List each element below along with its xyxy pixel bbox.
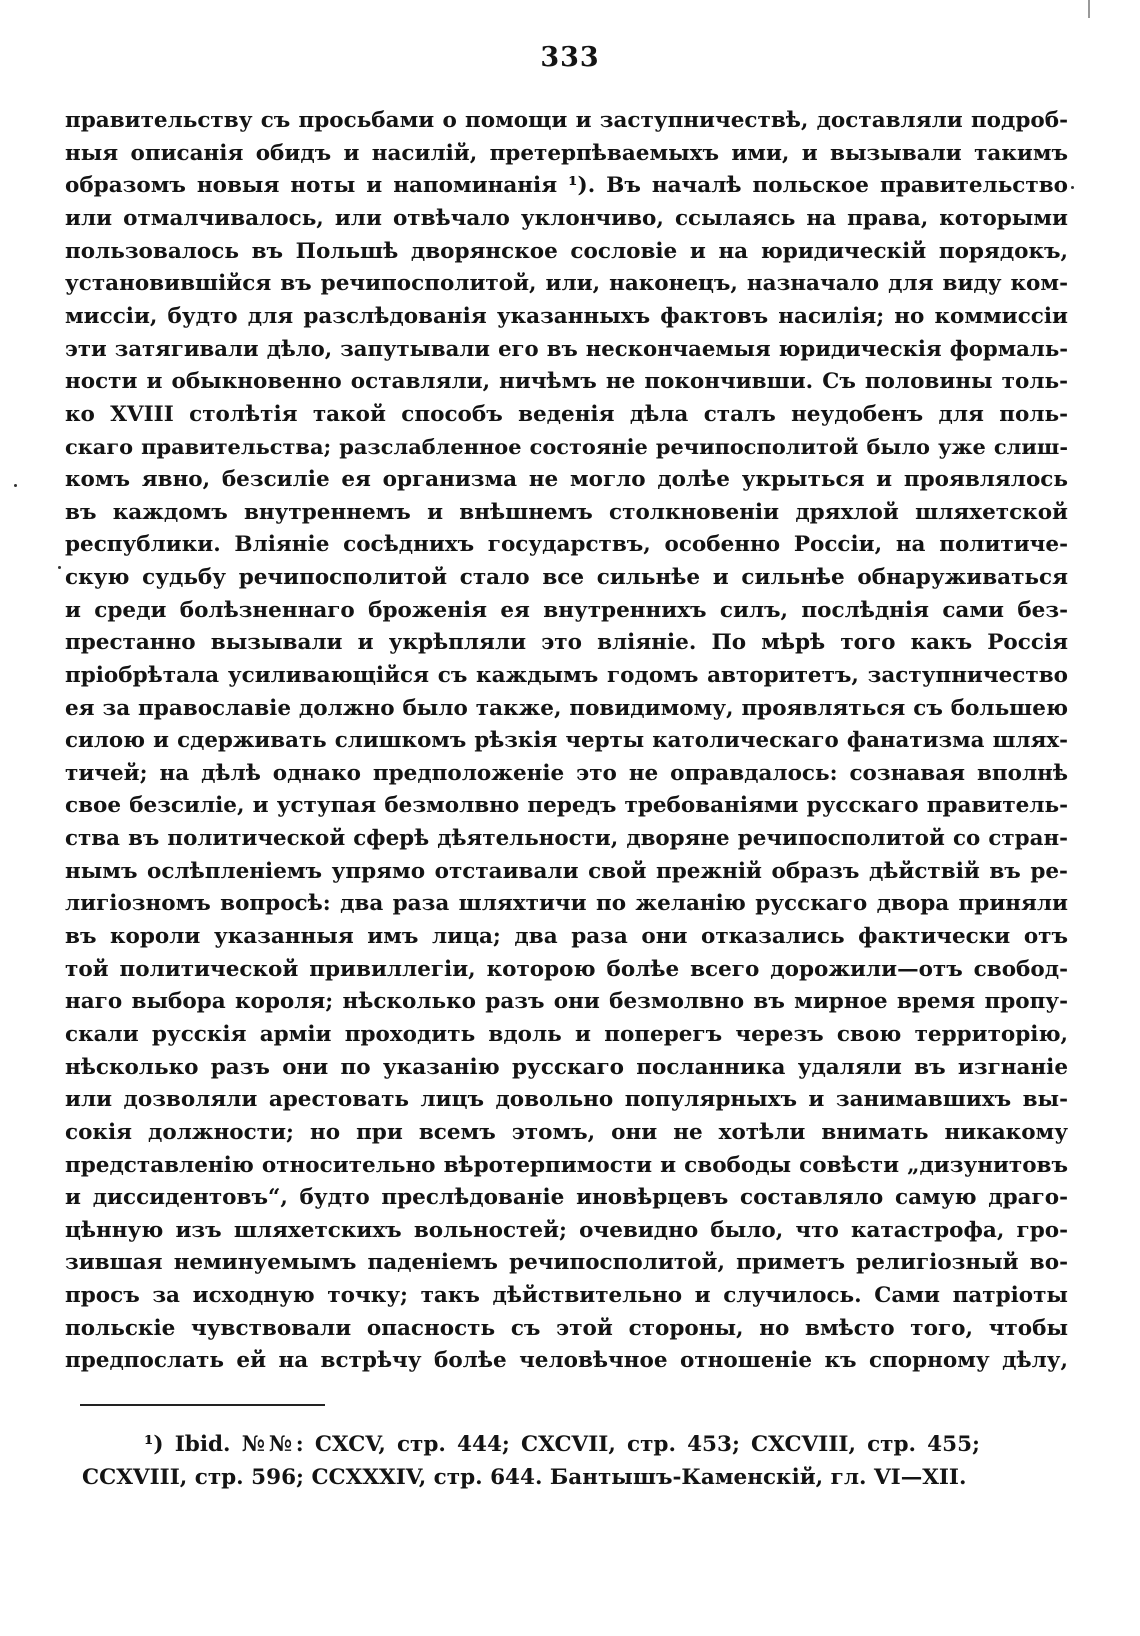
body-line: ности и обыкновенно оставляли, ничѣмъ не покончивши. Съ половины толь- (65, 369, 1068, 395)
scan-edge-mark (1088, 0, 1090, 18)
body-line: республики. Вліяніе сосѣднихъ государствъ, особенно Россіи, на политиче- (65, 532, 1068, 558)
body-line: пріобрѣтала усиливающійся съ каждымъ годомъ авторитетъ, заступничество (65, 662, 1068, 688)
body-line: миссіи, будто для разслѣдованія указанныхъ фактовъ насилія; но коммиссіи (65, 303, 1068, 329)
body-line: польскіе чувствовали опасность съ этой стороны, но вмѣсто того, чтобы (65, 1315, 1068, 1341)
body-line: въ короли указанныя имъ лица; два раза они отказались фактически отъ (65, 924, 1068, 950)
body-line: представленію относительно вѣротерпимости и свободы совѣсти „дизунитовъ (65, 1152, 1068, 1178)
body-line: лигіозномъ вопросѣ: два раза шляхтичи по желанію русскаго двора приняли (65, 891, 1068, 917)
body-line: ства въ политической сферѣ дѣятельности, дворяне речипосполитой со стран- (65, 826, 1068, 852)
body-line: ко XVIII столѣтія такой способъ веденія дѣла сталъ неудобенъ для поль- (65, 401, 1068, 427)
footnote-line: ¹) Ibid. №№: CXCV, стр. 444; CXCVII, стр. 453; CXCVIII, стр. 455; (144, 1432, 980, 1457)
body-line: или дозволяли арестовать лицъ довольно популярныхъ и занимавшихъ вы- (65, 1087, 1068, 1113)
footnotes (82, 1428, 980, 1494)
body-line: и среди болѣзненнаго броженія ея внутреннихъ силъ, послѣднія сами без- (65, 597, 1068, 623)
footnote-line: CCXVIII, стр. 596; CCXXXIV, стр. 644. Бантышъ-Каменскій, гл. VI—XII. (82, 1465, 967, 1490)
scan-speck (1071, 186, 1074, 189)
body-text (65, 105, 1068, 1378)
body-line: правительству съ просьбами о помощи и заступничествѣ, доставляли подроб- (65, 108, 1068, 133)
body-line: комъ явно, безсиліе ея организма не могло долѣе укрыться и проявлялось (65, 467, 1068, 493)
body-line: просъ за исходную точку; такъ дѣйствительно и случилось. Сами патріоты (65, 1283, 1068, 1309)
page-number: 333 (540, 42, 600, 73)
body-line: цѣнную изъ шляхетскихъ вольностей; очевидно было, что катастрофа, гро- (65, 1217, 1068, 1243)
body-line: престанно вызывали и укрѣпляли это вліяніе. По мѣрѣ того какъ Россія (65, 630, 1068, 656)
body-line: образомъ новыя ноты и напоминанія ¹). Въ началѣ польское правительство (65, 173, 1068, 199)
body-line: ея за православіе должно было также, повидимому, проявляться съ большею (65, 695, 1068, 721)
body-line: силою и сдерживать слишкомъ рѣзкія черты католическаго фанатизма шлях- (65, 728, 1068, 754)
body-line: въ каждомъ внутреннемъ и внѣшнемъ столкновеніи дряхлой шляхетской (65, 499, 1068, 525)
body-line: или отмалчивалось, или отвѣчало уклончиво, ссылаясь на права, которыми (65, 205, 1068, 231)
body-line: нѣсколько разъ они по указанію русскаго посланника удаляли въ изгнаніе (65, 1054, 1068, 1080)
body-line: той политической привиллегіи, которою болѣе всего дорожили—отъ свобод- (65, 956, 1068, 982)
body-line: зившая неминуемымъ паденіемъ речипосполитой, приметъ религіозный во- (65, 1250, 1068, 1276)
body-line: установившійся въ речипосполитой, или, наконецъ, назначало для виду ком- (65, 271, 1068, 297)
body-line: скаго правительства; разслабленное состояніе речипосполитой было уже слиш- (65, 434, 1068, 460)
body-line: ныя описанія обидъ и насилій, претерпѣваемыхъ ими, и вызывали такимъ (65, 140, 1068, 166)
scan-speck (58, 566, 61, 569)
body-line: скали русскія арміи проходить вдоль и поперегъ черезъ свою территорію, (65, 1021, 1068, 1047)
body-line: свое безсиліе, и уступая безмолвно передъ требованіями русскаго правитель- (65, 793, 1068, 819)
footnote-divider (80, 1404, 325, 1406)
body-line: нымъ ослѣпленіемъ упрямо отстаивали свой прежній образъ дѣйствій въ ре- (65, 858, 1068, 884)
body-line: тичей; на дѣлѣ однако предположеніе это не оправдалось: сознавая вполнѣ (65, 760, 1068, 786)
body-line: скую судьбу речипосполитой стало все сильнѣе и сильнѣе обнаруживаться (65, 564, 1068, 590)
body-line: наго выбора короля; нѣсколько разъ они безмолвно въ мирное время пропу- (65, 989, 1068, 1015)
body-line: сокія должности; но при всемъ этомъ, они не хотѣли внимать никакому (65, 1119, 1068, 1145)
body-line: эти затягивали дѣло, запутывали его въ нескончаемыя юридическія формаль- (65, 336, 1068, 362)
body-line: и диссидентовъ“, будто преслѣдованіе иновѣрцевъ составляло самую драго- (65, 1185, 1068, 1211)
body-line: предпослать ей на встрѣчу болѣе человѣчное отношеніе къ спорному дѣлу, (65, 1348, 1068, 1374)
scan-speck (14, 484, 17, 487)
body-line: пользовалось въ Польшѣ дворянское сословіе и на юридическій порядокъ, (65, 238, 1068, 264)
